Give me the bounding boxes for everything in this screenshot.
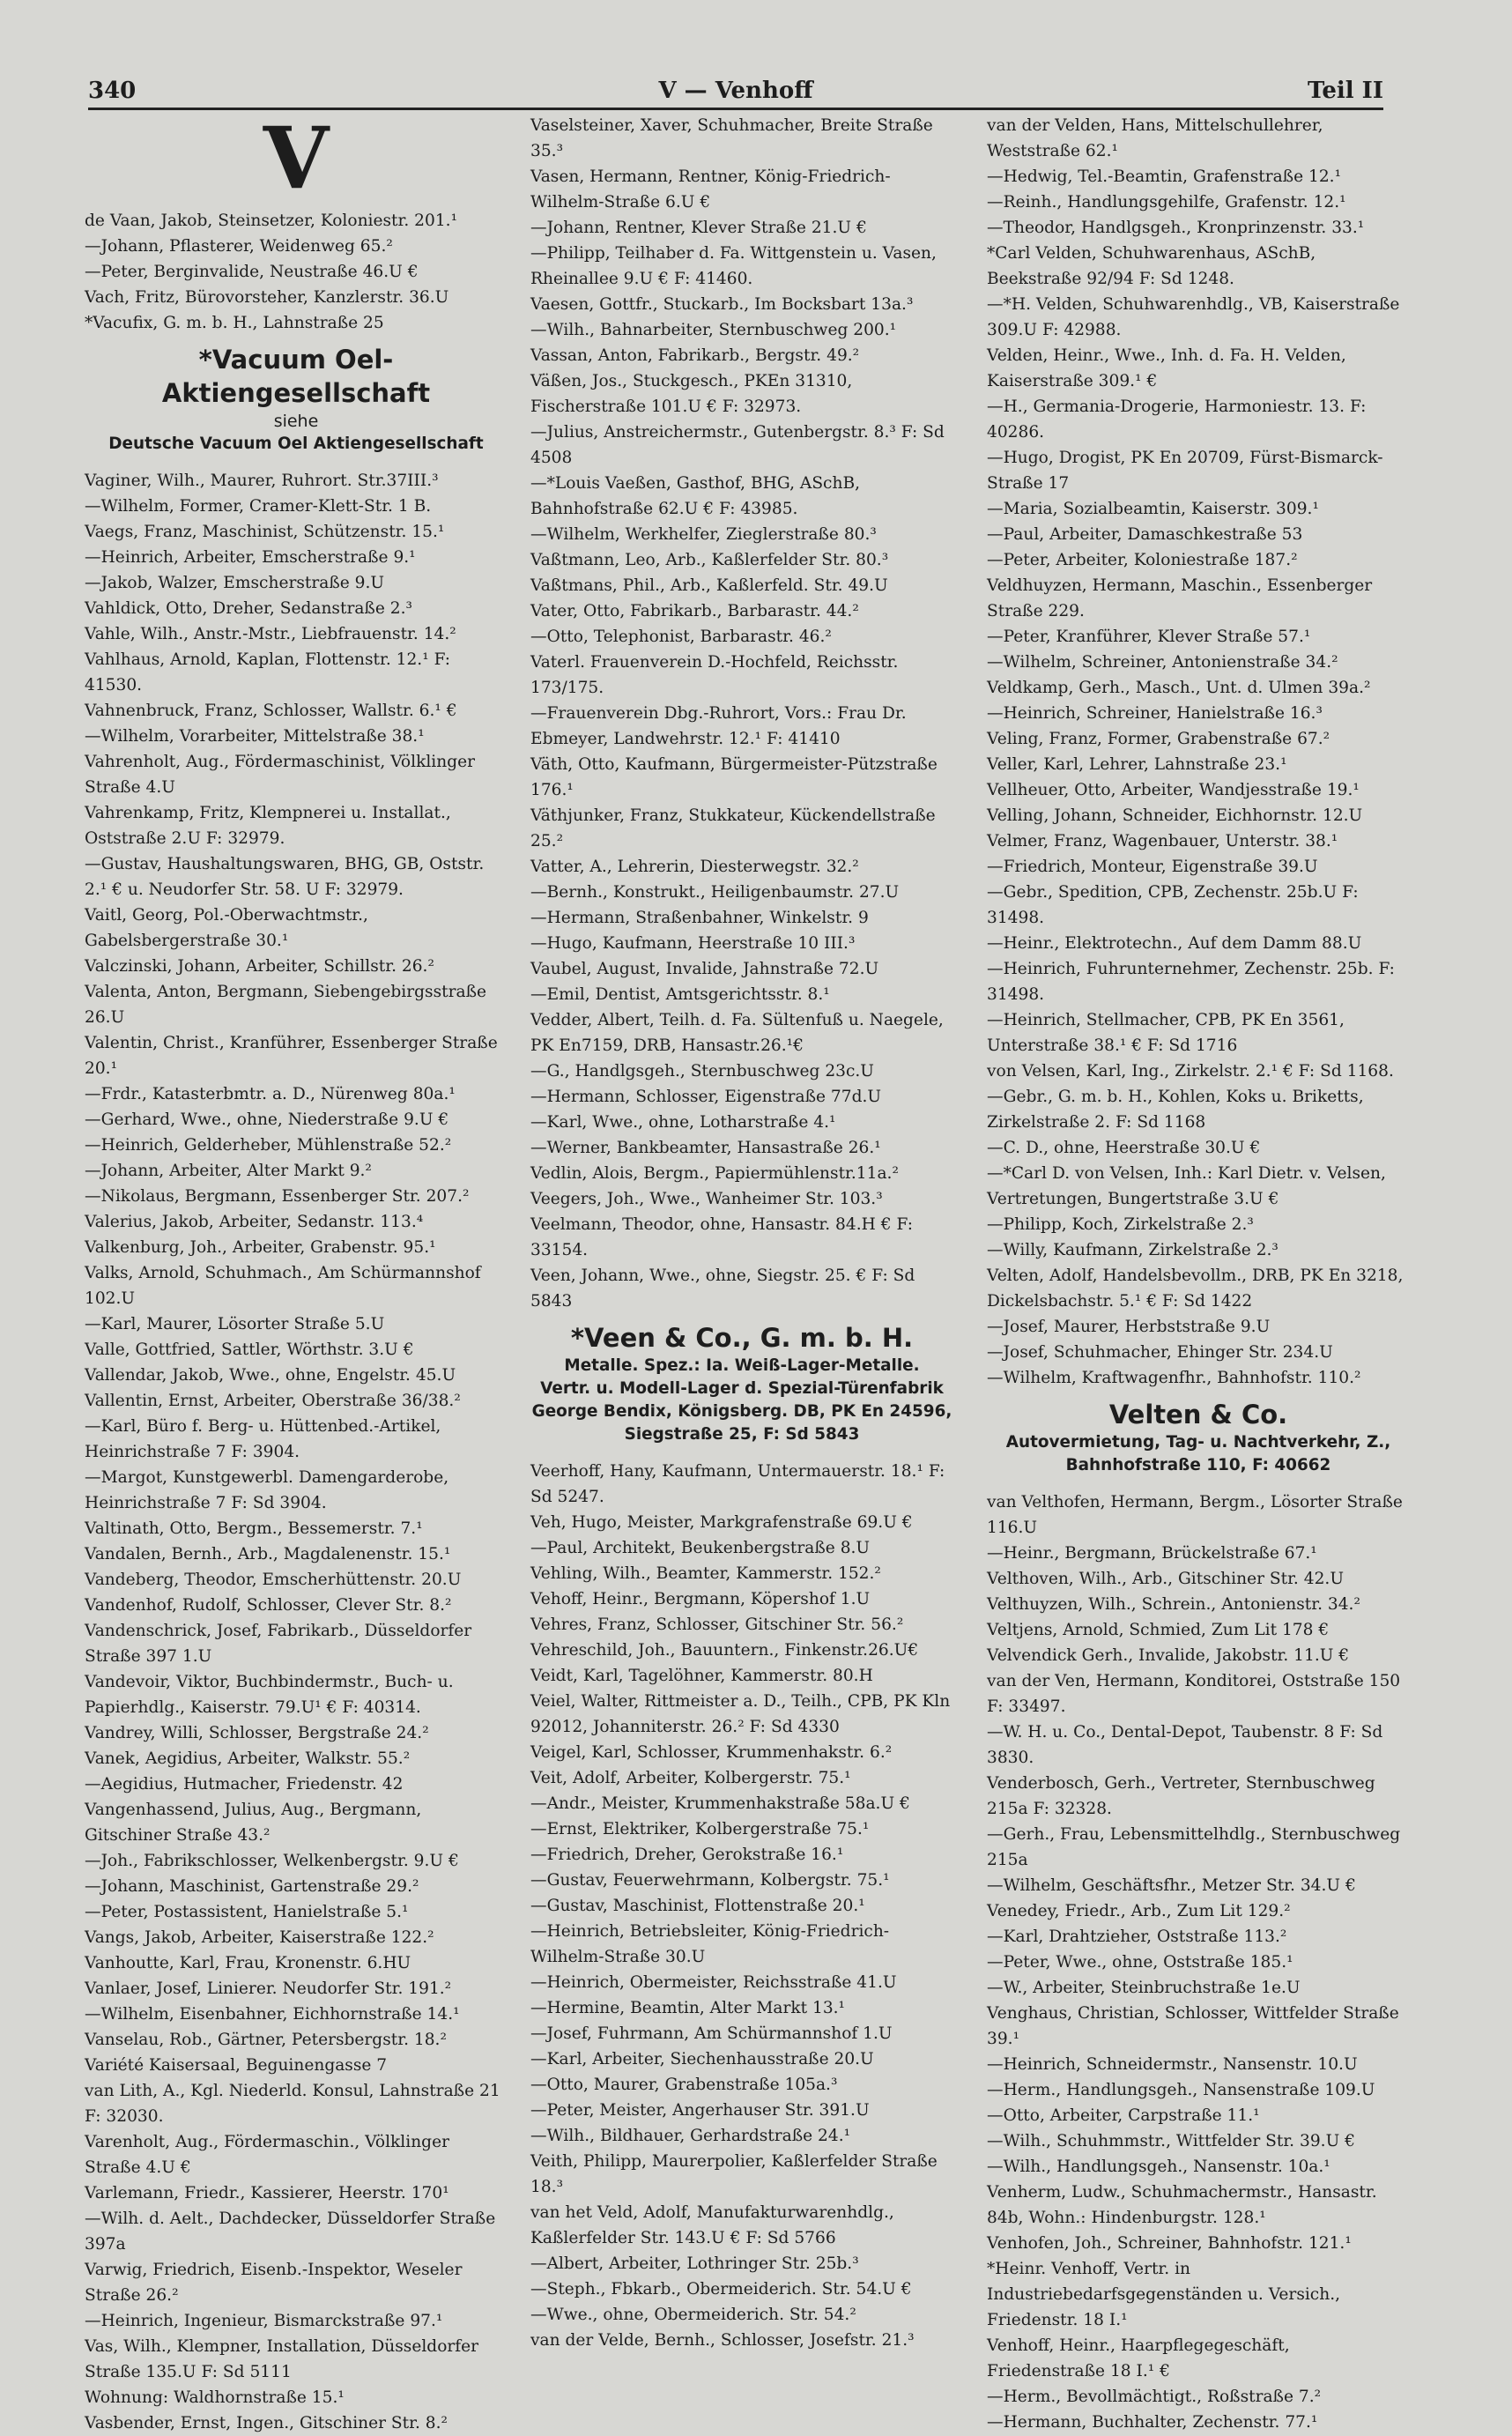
directory-entry: von Velsen, Karl, Ing., Zirkelstr. 2.¹ € F: Sd 1168. xyxy=(987,1062,1394,1081)
directory-entry: —Otto, Telephonist, Barbarastr. 46.² xyxy=(530,628,832,646)
directory-entry: Vaitl, Georg, Pol.-Oberwachtmstr., Gabelsbergerstraße 30.¹ xyxy=(85,906,368,950)
directory-entry: Veldkamp, Gerh., Masch., Unt. d. Ulmen 39a.² xyxy=(987,679,1371,697)
directory-entry: Vater, Otto, Fabrikarb., Barbarastr. 44.² xyxy=(530,602,859,620)
directory-entry: —Ernst, Elektriker, Kolbergerstraße 75.¹ xyxy=(530,1820,870,1838)
directory-entry: Vanek, Aegidius, Arbeiter, Walkstr. 55.² xyxy=(85,1749,411,1768)
directory-entry: —Wilh., Schuhmmstr., Wittfelder Str. 39.U € xyxy=(987,2132,1355,2150)
directory-entry: Väth, Otto, Kaufmann, Bürgermeister-Pützstraße 176.¹ xyxy=(530,755,938,799)
directory-entry: —Peter, Postassistent, Hanielstraße 5.¹ xyxy=(85,1903,409,1921)
directory-entry: —Emil, Dentist, Amtsgerichtsstr. 8.¹ xyxy=(530,985,830,1004)
directory-entry: van der Ven, Hermann, Konditorei, Oststraße 150 F: 33497. xyxy=(987,1672,1401,1716)
column-2 xyxy=(530,113,953,2350)
directory-entry: —Herm., Bevollmächtigt., Roßstraße 7.² xyxy=(987,2388,1322,2406)
directory-entry: —Wilh. d. Aelt., Dachdecker, Düsseldorfer Straße 397a xyxy=(85,2209,496,2254)
directory-entry: —C. D., ohne, Heerstraße 30.U € xyxy=(987,1139,1261,1157)
directory-entry: Venherm, Ludw., Schuhmachermstr., Hansastr. 84b, Wohn.: Hindenburgstr. 128.¹ xyxy=(987,2183,1377,2227)
directory-entry: —Gebr., G. m. b. H., Kohlen, Koks u. Briketts, Zirkelstraße 2. F: Sd 1168 xyxy=(987,1088,1364,1132)
advertisement-reference: Deutsche Vacuum Oel Aktiengesellschaft xyxy=(108,434,484,453)
directory-entry: —Karl, Arbeiter, Siechenhausstraße 20.U xyxy=(530,2050,874,2068)
directory-entry: Veidt, Karl, Tagelöhner, Kammerstr. 80.H xyxy=(530,1667,873,1685)
directory-entry: Velthuyzen, Wilh., Schrein., Antonienstr. 34.² xyxy=(987,1595,1360,1614)
directory-entry: —Willy, Kaufmann, Zirkelstraße 2.³ xyxy=(987,1241,1279,1259)
directory-entry: Vahle, Wilh., Anstr.-Mstr., Liebfrauenstr. 14.² xyxy=(85,625,456,643)
directory-entry: Venhoff, Heinr., Haarpflegegeschäft, Friedenstraße 18 I.¹ € xyxy=(987,2336,1290,2380)
directory-entry: —Wilhelm, Eisenbahner, Eichhornstraße 14.¹ xyxy=(85,2005,460,2024)
advertisement-lines xyxy=(987,1431,1410,1477)
directory-entry: —Gebr., Spedition, CPB, Zechenstr. 25b.U F: 31498. xyxy=(987,883,1359,927)
directory-entry: Vallendar, Jakob, Wwe., ohne, Engelstr. 45.U xyxy=(85,1366,456,1385)
directory-entry: de Vaan, Jakob, Steinsetzer, Koloniestr. 201.¹ xyxy=(85,212,458,230)
directory-entry: Valtinath, Otto, Bergm., Bessemerstr. 7.¹ xyxy=(85,1519,423,1538)
running-title: V — Venhoff xyxy=(658,78,813,104)
directory-entry: —Frauenverein Dbg.-Ruhrort, Vors.: Frau Dr. Ebmeyer, Landwehrstr. 12.¹ F: 41410 xyxy=(530,704,907,748)
directory-entry: Vahldick, Otto, Dreher, Sedanstraße 2.³ xyxy=(85,599,412,618)
page-header xyxy=(88,78,1383,110)
directory-entry: —Aegidius, Hutmacher, Friedenstr. 42 xyxy=(85,1775,404,1794)
directory-entry: —Karl, Wwe., ohne, Lotharstraße 4.¹ xyxy=(530,1113,836,1132)
directory-entry: —Peter, Berginvalide, Neustraße 46.U € xyxy=(85,263,419,281)
directory-entry: Veerhoff, Hany, Kaufmann, Untermauerstr. 18.¹ F: Sd 5247. xyxy=(530,1462,945,1506)
directory-entry: —Julius, Anstreichermstr., Gutenbergstr. 8.³ F: Sd 4508 xyxy=(530,423,945,467)
directory-entry: Velten, Adolf, Handelsbevollm., DRB, PK En 3218, Dickelsbachstr. 5.¹ € F: Sd 1422 xyxy=(987,1266,1404,1311)
directory-entry: —Heinrich, Obermeister, Reichsstraße 41.U xyxy=(530,1973,897,1992)
directory-entry: Vangenhassend, Julius, Aug., Bergmann, Gitschiner Straße 43.² xyxy=(85,1801,422,1845)
directory-entry: —Peter, Meister, Angerhauser Str. 391.U xyxy=(530,2101,870,2120)
directory-entry: —Gustav, Haushaltungswaren, BHG, GB, Oststr. 2.¹ € u. Neudorfer Str. 58. U F: 32979. xyxy=(85,855,485,899)
directory-entry: Valentin, Christ., Kranführer, Essenberger Straße 20.¹ xyxy=(85,1034,498,1078)
advertisement-velten xyxy=(987,1398,1410,1477)
directory-entry: —Heinrich, Stellmacher, CPB, PK En 3561, Unterstraße 38.¹ € F: Sd 1716 xyxy=(987,1011,1345,1055)
directory-entry: Vaßtmans, Phil., Arb., Kaßlerfeld. Str. 49.U xyxy=(530,576,888,595)
directory-entry: Veh, Hugo, Meister, Markgrafenstraße 69.U € xyxy=(530,1513,913,1532)
directory-entry: Varwig, Friedrich, Eisenb.-Inspektor, Weseler Straße 26.² xyxy=(85,2261,463,2305)
directory-entry: Veit, Adolf, Arbeiter, Kolbergerstr. 75.¹ xyxy=(530,1769,851,1787)
directory-entry: —Wilhelm, Former, Cramer-Klett-Str. 1 B. xyxy=(85,497,432,516)
directory-entry: —Hermann, Buchhalter, Zechenstr. 77.¹ xyxy=(987,2413,1318,2432)
directory-entry: Vangs, Jakob, Arbeiter, Kaiserstraße 122.² xyxy=(85,1928,434,1947)
directory-entry: —Joh., Fabrikschlosser, Welkenbergstr. 9.U € xyxy=(85,1852,459,1870)
directory-entry: —Reinh., Handlungsgehilfe, Grafenstr. 12.¹ xyxy=(987,193,1346,212)
directory-entry: Vaegs, Franz, Maschinist, Schützenstr. 15.¹ xyxy=(85,523,445,541)
directory-entry: —Hermann, Schlosser, Eigenstraße 77d.U xyxy=(530,1088,882,1106)
directory-entry: Vandrey, Willi, Schlosser, Bergstraße 24.² xyxy=(85,1724,429,1742)
advertisement-line: Autovermietung, Tag- u. Nachtverkehr, Z., Bahnhofstraße 110, F: 40662 xyxy=(1005,1433,1391,1474)
directory-entry: —Heinrich, Gelderheber, Mühlenstraße 52.² xyxy=(85,1136,452,1155)
directory-entry: —Wilhelm, Vorarbeiter, Mittelstraße 38.¹ xyxy=(85,727,425,746)
directory-entry: —Margot, Kunstgewerbl. Damengarderobe, Heinrichstraße 7 F: Sd 3904. xyxy=(85,1468,449,1512)
directory-entry: Väthjunker, Franz, Stukkateur, Kückendellstraße 25.² xyxy=(530,806,936,850)
directory-entry: —Karl, Maurer, Lösorter Straße 5.U xyxy=(85,1315,385,1333)
advertisement-title: *Veen & Co., G. m. b. H. xyxy=(570,1323,914,1353)
directory-entry: —Albert, Arbeiter, Lothringer Str. 25b.³ xyxy=(530,2254,859,2273)
directory-entry: —Hugo, Drogist, PK En 20709, Fürst-Bismarck-Straße 17 xyxy=(987,449,1383,493)
directory-entry: Vehling, Wilh., Beamter, Kammerstr. 152.² xyxy=(530,1564,881,1583)
directory-entry: —Friedrich, Monteur, Eigenstraße 39.U xyxy=(987,858,1318,876)
directory-entry: —Bernh., Konstrukt., Heiligenbaumstr. 27.U xyxy=(530,883,900,902)
directory-entry: —Heinr., Bergmann, Brückelstraße 67.¹ xyxy=(987,1544,1317,1563)
directory-entry: Valenta, Anton, Bergmann, Siebengebirgsstraße 26.U xyxy=(85,983,486,1027)
directory-entry: —Herm., Handlungsgeh., Nansenstraße 109.U xyxy=(987,2081,1375,2099)
directory-entry: —Peter, Kranführer, Klever Straße 57.¹ xyxy=(987,628,1311,646)
directory-entry: Vandalen, Bernh., Arb., Magdalenenstr. 15.¹ xyxy=(85,1545,451,1563)
directory-entry: —Wilh., Handlungsgeh., Nansenstr. 10a.¹ xyxy=(987,2157,1330,2176)
section-letter: V xyxy=(263,108,330,208)
directory-entry: *Vacufix, G. m. b. H., Lahnstraße 25 xyxy=(85,314,384,332)
directory-entry: —*Louis Vaeßen, Gasthof, BHG, ASchB, Bahnhofstraße 62.U € F: 43985. xyxy=(530,474,861,518)
directory-entry: Vas, Wilh., Klempner, Installation, Düsseldorfer Straße 135.U F: Sd 5111 xyxy=(85,2337,479,2381)
entry-list xyxy=(85,208,508,336)
directory-entry: —Gerhard, Wwe., ohne, Niederstraße 9.U € xyxy=(85,1110,449,1129)
directory-entry: —Wilhelm, Schreiner, Antonienstraße 34.² xyxy=(987,653,1338,672)
directory-entry: —Peter, Wwe., ohne, Oststraße 185.¹ xyxy=(987,1953,1293,1972)
directory-entry: —Paul, Arbeiter, Damaschkestraße 53 xyxy=(987,525,1303,544)
directory-entry: Vanlaer, Josef, Linierer. Neudorfer Str. 191.² xyxy=(85,1979,452,1998)
directory-entry: Venedey, Friedr., Arb., Zum Lit 129.² xyxy=(987,1902,1291,1920)
directory-entry: —Otto, Arbeiter, Carpstraße 11.¹ xyxy=(987,2106,1260,2125)
directory-entry: Veltjens, Arnold, Schmied, Zum Lit 178 € xyxy=(987,1621,1330,1639)
directory-entry: Veldhuyzen, Hermann, Maschin., Essenberger Straße 229. xyxy=(987,576,1373,620)
directory-entry: Velden, Heinr., Wwe., Inh. d. Fa. H. Velden, Kaiserstraße 309.¹ € xyxy=(987,346,1346,390)
directory-entry: Variété Kaisersaal, Beguinengasse 7 xyxy=(85,2056,388,2075)
advertisement-line: Metalle. Spez.: Ia. Weiß-Lager-Metalle. xyxy=(564,1356,920,1375)
advertisement-see: siehe xyxy=(273,412,319,431)
directory-entry: —Gerh., Frau, Lebensmittelhdlg., Sternbuschweg 215a xyxy=(987,1825,1401,1869)
directory-entry: —Jakob, Walzer, Emscherstraße 9.U xyxy=(85,574,385,592)
directory-entry: Varenholt, Aug., Fördermaschin., Völklinger Straße 4.U € xyxy=(85,2133,449,2177)
directory-entry: Väßen, Jos., Stuckgesch., PKEn 31310, Fischerstraße 101.U € F: 32973. xyxy=(530,372,853,416)
directory-entry: Velvendick Gerh., Invalide, Jakobstr. 11.U € xyxy=(987,1646,1350,1665)
directory-entry: —Heinrich, Arbeiter, Emscherstraße 9.¹ xyxy=(85,548,416,567)
entry-list xyxy=(987,113,1410,1391)
directory-entry: Venhofen, Joh., Schreiner, Bahnhofstr. 121.¹ xyxy=(987,2234,1352,2253)
directory-entry: Vach, Fritz, Bürovorsteher, Kanzlerstr. 36.U xyxy=(85,288,449,307)
directory-entry: Vasbender, Ernst, Ingen., Gitschiner Str. 8.² xyxy=(85,2414,448,2432)
directory-entry: Valerius, Jakob, Arbeiter, Sedanstr. 113.⁴ xyxy=(85,1213,424,1231)
directory-entry: —Heinrich, Fuhrunternehmer, Zechenstr. 25b. F: 31498. xyxy=(987,960,1395,1004)
directory-entry: Veen, Johann, Wwe., ohne, Siegstr. 25. € F: Sd 5843 xyxy=(530,1266,915,1311)
directory-entry: —Hermann, Straßenbahner, Winkelstr. 9 xyxy=(530,909,869,927)
directory-entry: Veiel, Walter, Rittmeister a. D., Teilh., CPB, PK Kln 92012, Johanniterstr. 26.² F: Sd 4330 xyxy=(530,1692,951,1736)
directory-entry: Veling, Franz, Former, Grabenstraße 67.² xyxy=(987,730,1330,748)
directory-entry: Vassan, Anton, Fabrikarb., Bergstr. 49.² xyxy=(530,346,860,365)
directory-entry: Valks, Arnold, Schuhmach., Am Schürmannshof 102.U xyxy=(85,1264,481,1308)
directory-entry: —Maria, Sozialbeamtin, Kaiserstr. 309.¹ xyxy=(987,500,1319,518)
directory-entry: —Gustav, Maschinist, Flottenstraße 20.¹ xyxy=(530,1897,865,1915)
directory-entry: —W. H. u. Co., Dental-Depot, Taubenstr. 8 F: Sd 3830. xyxy=(987,1723,1383,1767)
directory-entry: —Josef, Fuhrmann, Am Schürmannshof 1.U xyxy=(530,2024,893,2043)
directory-entry: Vasen, Hermann, Rentner, König-Friedrich-Wilhelm-Straße 6.U € xyxy=(530,167,891,212)
directory-entry: Valkenburg, Joh., Arbeiter, Grabenstr. 95.¹ xyxy=(85,1238,436,1257)
directory-entry: —Steph., Fbkarb., Obermeiderich. Str. 54.U € xyxy=(530,2280,912,2299)
directory-entry: —Johann, Maschinist, Gartenstraße 29.² xyxy=(85,1877,419,1896)
entry-list xyxy=(85,468,508,2436)
directory-entry: Velmer, Franz, Wagenbauer, Unterstr. 38.¹ xyxy=(987,832,1338,850)
directory-entry: —Hugo, Kaufmann, Heerstraße 10 III.³ xyxy=(530,934,856,953)
section-label: Teil II xyxy=(1307,78,1383,104)
advertisement-title: Velten & Co. xyxy=(1108,1400,1288,1430)
directory-entry: Vaubel, August, Invalide, Jahnstraße 72.U xyxy=(530,960,879,978)
column-3 xyxy=(987,113,1410,2432)
directory-entry: Vallentin, Ernst, Arbeiter, Oberstraße 36/38.² xyxy=(85,1392,461,1410)
entry-list xyxy=(987,1489,1410,2435)
directory-entry: Vaterl. Frauenverein D.-Hochfeld, Reichsstr. 173/175. xyxy=(530,653,899,697)
directory-entry: van der Velden, Hans, Mittelschullehrer, Weststraße 62.¹ xyxy=(987,116,1323,160)
directory-entry: —Wilhelm, Kraftwagenfhr., Bahnhofstr. 110.² xyxy=(987,1369,1361,1387)
directory-entry: Veelmann, Theodor, ohne, Hansastr. 84.H € F: 33154. xyxy=(530,1215,913,1259)
directory-entry: Vedlin, Alois, Bergm., Papiermühlenstr.11a.² xyxy=(530,1164,899,1183)
directory-entry: Veegers, Joh., Wwe., Wanheimer Str. 103.³ xyxy=(530,1190,883,1208)
directory-entry: —Johann, Pflasterer, Weidenweg 65.² xyxy=(85,237,393,256)
directory-entry: —W., Arbeiter, Steinbruchstraße 1e.U xyxy=(987,1979,1301,1997)
directory-entry: Vandenschrick, Josef, Fabrikarb., Düsseldorfer Straße 397 1.U xyxy=(85,1622,472,1666)
directory-entry: —Wilhelm, Werkhelfer, Zieglerstraße 80.³ xyxy=(530,525,877,544)
directory-entry: Vahrenholt, Aug., Fördermaschinist, Völklinger Straße 4.U xyxy=(85,753,475,797)
directory-entry: —Heinrich, Ingenieur, Bismarckstraße 97.¹ xyxy=(85,2312,443,2330)
directory-entry: Vahlhaus, Arnold, Kaplan, Flottenstr. 12.¹ F: 41530. xyxy=(85,650,451,694)
directory-entry: Wohnung: Waldhornstraße 15.¹ xyxy=(85,2388,345,2407)
directory-entry: —Josef, Maurer, Herbststraße 9.U xyxy=(987,1318,1271,1336)
directory-entry: —Frdr., Katasterbmtr. a. D., Nürenweg 80a.¹ xyxy=(85,1085,456,1103)
directory-entry: Velling, Johann, Schneider, Eichhornstr. 12.U xyxy=(987,806,1363,825)
directory-entry: Velthoven, Wilh., Arb., Gitschiner Str. 42.U xyxy=(987,1570,1344,1588)
directory-entry: —Hedwig, Tel.-Beamtin, Grafenstraße 12.¹ xyxy=(987,167,1342,186)
directory-entry: —Theodor, Handlgsgeh., Kronprinzenstr. 33.¹ xyxy=(987,219,1365,237)
advertisement-title: *Vacuum Oel-Aktiengesellschaft xyxy=(161,345,431,408)
directory-entry: —Wilh., Bildhauer, Gerhardstraße 24.¹ xyxy=(530,2127,851,2145)
directory-entry: —H., Germania-Drogerie, Harmoniestr. 13. F: 40286. xyxy=(987,397,1367,442)
directory-entry: Vaselsteiner, Xaver, Schuhmacher, Breite Straße 35.³ xyxy=(530,116,933,160)
advertisement-veen xyxy=(530,1321,953,1446)
directory-entry: van der Velde, Bernh., Schlosser, Josefstr. 21.³ xyxy=(530,2331,915,2350)
directory-entry: Valle, Gottfried, Sattler, Wörthstr. 3.U € xyxy=(85,1341,414,1359)
directory-entry: —Gustav, Feuerwehrmann, Kolbergstr. 75.¹ xyxy=(530,1871,890,1890)
directory-entry: Vedder, Albert, Teilh. d. Fa. Sültenfuß u. Naegele, PK En7159, DRB, Hansastr.26.¹€ xyxy=(530,1011,944,1055)
directory-entry: Veller, Karl, Lehrer, Lahnstraße 23.¹ xyxy=(987,755,1287,774)
directory-entry: Valczinski, Johann, Arbeiter, Schillstr. 26.² xyxy=(85,957,434,976)
directory-entry: —Heinr., Elektrotechn., Auf dem Damm 88.U xyxy=(987,934,1362,953)
directory-entry: Vehreschild, Joh., Bauuntern., Finkenstr.26.U€ xyxy=(530,1641,919,1660)
directory-entry: —Hermine, Beamtin, Alter Markt 13.¹ xyxy=(530,1999,846,2017)
directory-entry: Vehoff, Heinr., Bergmann, Köpershof 1.U xyxy=(530,1590,871,1608)
directory-entry: Veith, Philipp, Maurerpolier, Kaßlerfelder Straße 18.³ xyxy=(530,2152,938,2196)
directory-entry: Varlemann, Friedr., Kassierer, Heerstr. 170¹ xyxy=(85,2184,449,2202)
directory-entry: van Lith, A., Kgl. Niederld. Konsul, Lahnstraße 21 F: 32030. xyxy=(85,2082,500,2126)
directory-entry: —*H. Velden, Schuhwarenhdlg., VB, Kaiserstraße 309.U F: 42988. xyxy=(987,295,1400,339)
directory-entry: —Nikolaus, Bergmann, Essenberger Str. 207.² xyxy=(85,1187,470,1206)
directory-entry: Vellheuer, Otto, Arbeiter, Wandjesstraße 19.¹ xyxy=(987,781,1360,799)
directory-entry: Veigel, Karl, Schlosser, Krummenhakstr. 6.² xyxy=(530,1743,893,1762)
directory-entry: —Heinrich, Betriebsleiter, König-Friedrich-Wilhelm-Straße 30.U xyxy=(530,1922,890,1966)
directory-entry: —*Carl D. von Velsen, Inh.: Karl Dietr. v. Velsen, Vertretungen, Bungertstraße 3.U € xyxy=(987,1164,1386,1208)
directory-entry: Vandevoir, Viktor, Buchbindermstr., Buch- u. Papierhdlg., Kaiserstr. 79.U¹ € F: 40314. xyxy=(85,1673,454,1717)
advertisement-lines xyxy=(530,1355,953,1446)
directory-entry: Vatter, A., Lehrerin, Diesterwegstr. 32.² xyxy=(530,858,859,876)
directory-entry: Venghaus, Christian, Schlosser, Wittfelder Straße 39.¹ xyxy=(987,2004,1399,2048)
directory-entry: —Wwe., ohne, Obermeiderich. Str. 54.² xyxy=(530,2306,856,2324)
directory-entry: Vahrenkamp, Fritz, Klempnerei u. Installat., Oststraße 2.U F: 32979. xyxy=(85,804,451,848)
advertisement-line: Vertr. u. Modell-Lager d. Spezial-Türenfabrik George Bendix, Königsberg. DB, PK En 24596, Siegstraße 25, F: Sd 5843 xyxy=(531,1379,952,1444)
directory-entry: Vaesen, Gottfr., Stuckarb., Im Bocksbart 13a.³ xyxy=(530,295,914,314)
directory-entry: Vandenhof, Rudolf, Schlosser, Clever Str. 8.² xyxy=(85,1596,452,1615)
directory-entry: —Philipp, Koch, Zirkelstraße 2.³ xyxy=(987,1215,1254,1234)
directory-entry: —Wilhelm, Geschäftsfhr., Metzer Str. 34.U € xyxy=(987,1876,1356,1895)
column-1 xyxy=(85,108,508,2432)
directory-entry: —Josef, Schuhmacher, Ehinger Str. 234.U xyxy=(987,1343,1333,1362)
directory-entry: —Friedrich, Dreher, Gerokstraße 16.¹ xyxy=(530,1846,844,1864)
directory-entry: Vanhoutte, Karl, Frau, Kronenstr. 6.HU xyxy=(85,1954,411,1972)
directory-entry: —Paul, Architekt, Beukenbergstraße 8.U xyxy=(530,1539,871,1557)
directory-entry: Vaßtmann, Leo, Arb., Kaßlerfelder Str. 80.³ xyxy=(530,551,889,569)
directory-entry: —Andr., Meister, Krummenhakstraße 58a.U € xyxy=(530,1794,910,1813)
directory-entry: van het Veld, Adolf, Manufakturwarenhdlg., Kaßlerfelder Str. 143.U € F: Sd 5766 xyxy=(530,2203,894,2247)
directory-entry: Vahnenbruck, Franz, Schlosser, Wallstr. 6.¹ € xyxy=(85,702,457,720)
entry-list xyxy=(530,1459,953,2353)
directory-entry: —Johann, Arbeiter, Alter Markt 9.² xyxy=(85,1162,372,1180)
directory-entry: —Philipp, Teilhaber d. Fa. Wittgenstein u. Vasen, Rheinallee 9.U € F: 41460. xyxy=(530,244,937,288)
directory-entry: —Werner, Bankbeamter, Hansastraße 26.¹ xyxy=(530,1139,881,1157)
directory-entry: —Otto, Maurer, Grabenstraße 105a.³ xyxy=(530,2076,838,2094)
directory-entry: Vaginer, Wilh., Maurer, Ruhrort. Str.37III.³ xyxy=(85,472,439,490)
directory-entry: —Heinrich, Schneidermstr., Nansenstr. 10.U xyxy=(987,2055,1358,2074)
directory-entry: —G., Handlgsgeh., Sternbuschweg 23c.U xyxy=(530,1062,874,1081)
directory-entry: Vandeberg, Theodor, Emscherhüttenstr. 20.U xyxy=(85,1571,462,1589)
directory-entry: Venderbosch, Gerh., Vertreter, Sternbuschweg 215a F: 32328. xyxy=(987,1774,1375,1818)
directory-entry: —Heinrich, Schreiner, Hanielstraße 16.³ xyxy=(987,704,1323,723)
directory-entry: van Velthofen, Hermann, Bergm., Lösorter Straße 116.U xyxy=(987,1493,1403,1537)
directory-entry: —Peter, Arbeiter, Koloniestraße 187.² xyxy=(987,551,1298,569)
directory-entry: Vanselau, Rob., Gärtner, Petersbergstr. 18.² xyxy=(85,2031,447,2049)
directory-entry: *Heinr. Venhoff, Vertr. in Industriebedarfsgegenständen u. Versich., Friedenstr. 18 I.¹ xyxy=(987,2260,1341,2329)
page-number: 340 xyxy=(88,78,137,104)
advertisement-vacuum xyxy=(85,343,508,456)
directory-entry: —Karl, Büro f. Berg- u. Hüttenbed.-Artikel, Heinrichstraße 7 F: 3904. xyxy=(85,1417,441,1461)
directory-entry: —Karl, Drahtzieher, Oststraße 113.² xyxy=(987,1927,1287,1946)
directory-entry: —Wilh., Bahnarbeiter, Sternbuschweg 200.¹ xyxy=(530,321,897,339)
entry-list xyxy=(530,113,953,1314)
directory-entry: Vehres, Franz, Schlosser, Gitschiner Str. 56.² xyxy=(530,1615,904,1634)
directory-entry: *Carl Velden, Schuhwarenhaus, ASchB, Beekstraße 92/94 F: Sd 1248. xyxy=(987,244,1316,288)
directory-entry: —Johann, Rentner, Klever Straße 21.U € xyxy=(530,219,867,237)
